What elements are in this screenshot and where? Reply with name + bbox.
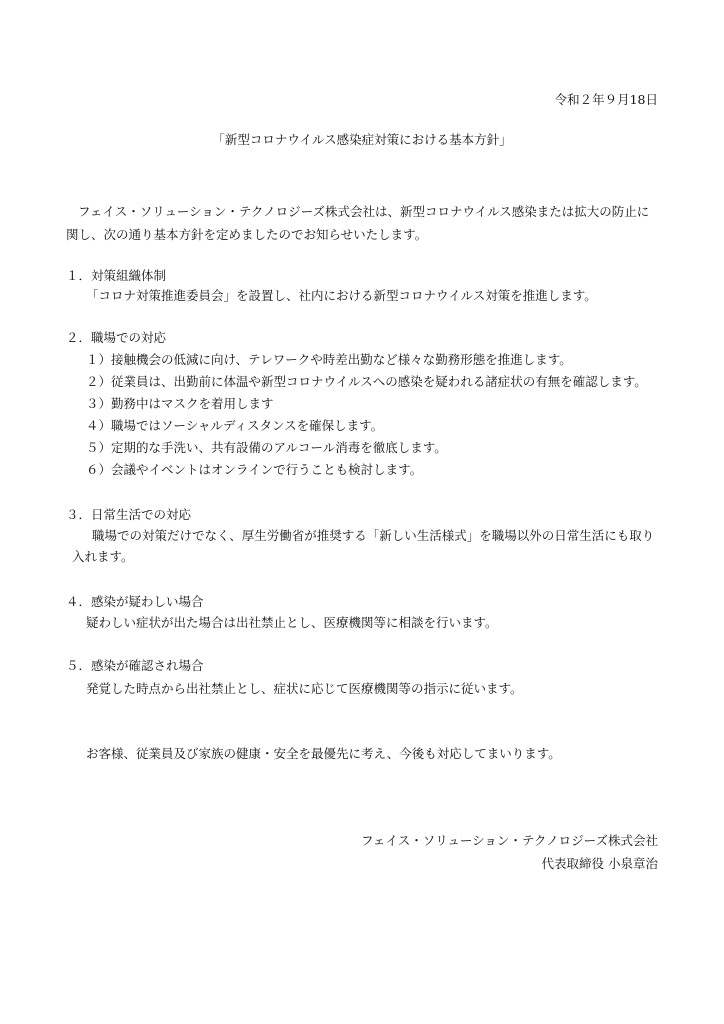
list-item: ４）職場ではソーシャルディスタンスを確保します。: [86, 418, 384, 433]
intro-line-1: フェイス・ソリューション・テクノロジーズ株式会社は、新型コロナウイルス感染または拡大の防止に: [78, 204, 650, 219]
section-text: 入れます。: [72, 549, 134, 564]
section-text: 疑わしい症状が出た場合は出社禁止とし、医療機関等に相談を行います。: [86, 615, 498, 630]
section-text: 職場での対策だけでなく、厚生労働省が推奨する「新しい生活様式」を職場以外の日常生活にも取り: [92, 528, 655, 543]
list-item: ３）勤務中はマスクを着用します: [86, 396, 274, 411]
list-item: ６）会議やイベントはオンラインで行うことも検討します。: [86, 462, 423, 477]
section-heading: １．対策組織体制: [66, 268, 167, 283]
section-text: 発覚した時点から出社禁止とし、症状に応じて医療機関等の指示に従います。: [86, 681, 523, 696]
section-heading: ２．職場での対応: [66, 330, 167, 345]
section-heading: ５．感染が確認され場合: [66, 658, 204, 673]
intro-line-2: 関し、次の通り基本方針を定めましたのでお知らせいたします。: [66, 227, 428, 242]
list-item: ２）従業員は、出勤前に体温や新型コロナウイルスへの感染を疑われる諸症状の有無を確認します。: [86, 374, 647, 389]
section-heading: ３．日常生活での対応: [66, 507, 192, 522]
document-date: 令和２年９月18日: [554, 92, 658, 107]
section-heading: ４．感染が疑わしい場合: [66, 594, 204, 609]
list-item: １）接触機会の低減に向け、テレワークや時差出勤など様々な勤務形態を推進します。: [86, 352, 572, 367]
section-text: 「コロナ対策推進委員会」を設置し、社内における新型コロナウイルス対策を推進します。: [86, 288, 597, 303]
signature-company: フェイス・ソリューション・テクノロジーズ株式会社: [360, 833, 658, 848]
list-item: ５）定期的な手洗い、共有設備のアルコール消毒を徹底します。: [86, 440, 447, 455]
signature-representative: 代表取締役 小泉章治: [541, 856, 658, 871]
closing-statement: お客様、従業員及び家族の健康・安全を最優先に考え、今後も対応してまいります。: [86, 746, 561, 761]
document-title: 「新型コロナウイルス感染症対策における基本方針」: [212, 132, 512, 147]
